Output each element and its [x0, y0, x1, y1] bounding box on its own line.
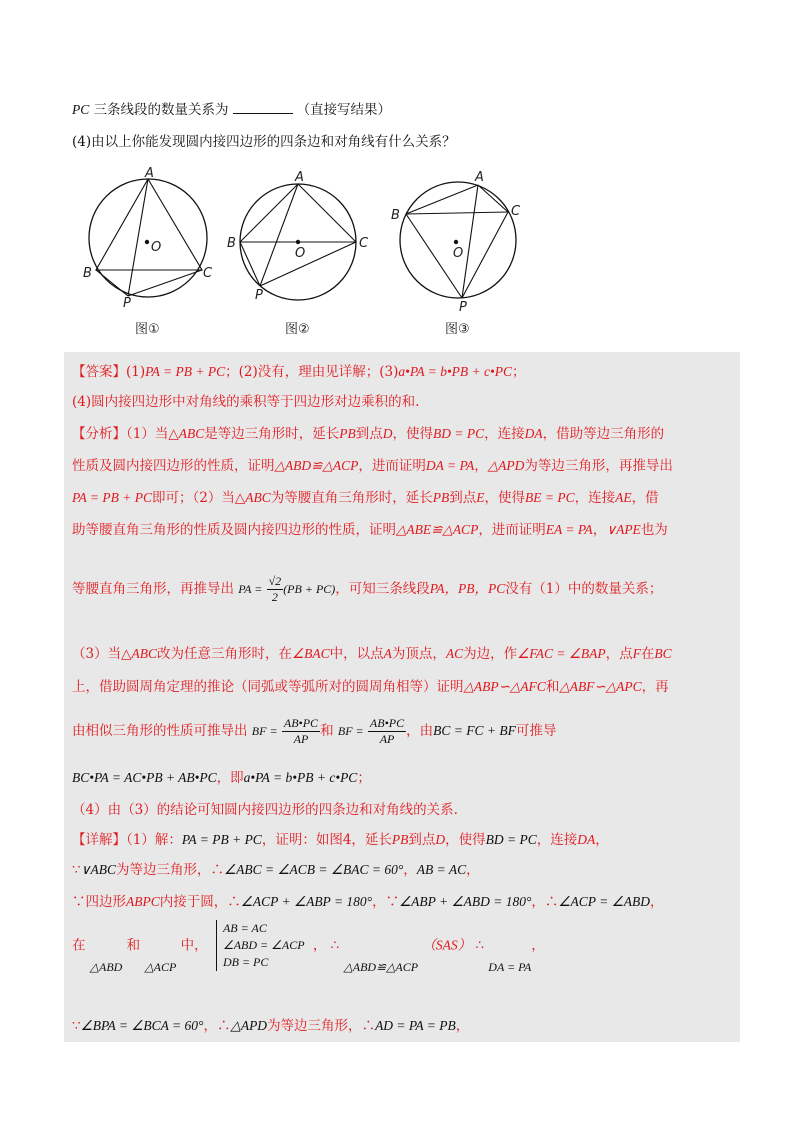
label-a: A	[295, 170, 304, 185]
analysis-text: 没有（1）中的数量关系；	[505, 581, 663, 597]
detail-text: 内接于圆，	[159, 894, 228, 910]
label-b: B	[83, 266, 92, 281]
math-pc: PC	[72, 102, 90, 117]
analysis-text: ，即	[216, 770, 244, 786]
analysis-line-6	[72, 642, 672, 662]
detail-math: ∠ACP = ∠ABD	[558, 894, 650, 909]
label-o: O	[295, 246, 306, 261]
analysis-math: F	[632, 646, 641, 661]
analysis-math: BC	[654, 646, 672, 661]
detail-text: ，证明：如图4，延长	[261, 832, 392, 848]
analysis-text: 改为任意三角形时，在	[156, 646, 292, 662]
detail-math: △ABD	[89, 960, 123, 974]
detail-text: 到点	[408, 832, 436, 848]
detail-text: ，	[455, 1018, 470, 1034]
detail-text: ∴	[475, 937, 484, 954]
fraction-ab-pc-over-ap	[282, 716, 320, 747]
analysis-math: A	[383, 646, 392, 661]
figure-1	[83, 166, 215, 337]
detail-math: △ACP	[144, 960, 177, 974]
analysis-text: ，进而证明	[478, 522, 546, 538]
analysis-text: ，借助等边三角形的	[542, 426, 665, 442]
detail-line-4	[72, 920, 545, 976]
analysis-text: ；	[357, 770, 371, 786]
analysis-text: ，点	[605, 646, 633, 662]
analysis-text: 是等边三角形时，延长	[204, 426, 340, 442]
label-c: C	[359, 236, 369, 251]
answer-math: PA = PB + PC	[145, 364, 226, 379]
analysis-line-2	[72, 454, 673, 474]
analysis-line-10: （4）由（3）的结论可知圆内接四边形的四条边和对角线的关系.	[72, 802, 458, 818]
detail-text: ，	[203, 1018, 217, 1034]
analysis-text: （1）当△	[126, 426, 179, 442]
question-line-1	[72, 98, 391, 118]
analysis-math: △ABP∽△AFC	[463, 679, 546, 694]
detail-text: ，连接	[536, 832, 578, 848]
analysis-text: ，	[592, 522, 607, 538]
analysis-math: △ABF∽△APC	[559, 679, 642, 694]
analysis-math: AC	[445, 646, 464, 661]
figure-1-diagram	[85, 170, 215, 305]
fraction-denominator: AP	[379, 732, 395, 746]
analysis-tag: 【分析】	[72, 426, 126, 442]
fraction-denominator: 2	[271, 590, 278, 604]
analysis-line-9	[72, 766, 371, 786]
analysis-math: DA = PA	[425, 458, 475, 473]
fraction-rhs: (PB + PC)	[283, 582, 336, 596]
analysis-text: 上，借助圆周角定理的推论（同弧或等弧所对的圆周角相等）证明	[72, 679, 464, 695]
analysis-text: 可推导	[515, 723, 557, 739]
figure-3	[391, 170, 525, 337]
analysis-text: 在	[640, 646, 655, 662]
question-tail: （直接写结果）	[296, 102, 392, 118]
analysis-text: 由相似三角形的性质可推导出	[72, 723, 248, 739]
detail-math: PB	[391, 832, 409, 847]
detail-text: ∴	[330, 937, 340, 954]
detail-text: ∴	[216, 1018, 231, 1034]
detail-text: ∴	[210, 862, 224, 878]
label-o: O	[453, 246, 464, 261]
fraction-numerator: AB•PC	[369, 716, 405, 730]
analysis-text: ，进而证明	[358, 458, 426, 474]
analysis-text: 等腰直角三角形，再推导出	[72, 581, 234, 597]
analysis-math: △APD	[487, 458, 525, 473]
detail-text: 在	[72, 937, 86, 954]
detail-math: AD = PA = PB	[375, 1018, 456, 1033]
analysis-math: PA，PB，PC	[429, 581, 506, 596]
analysis-line-5	[72, 574, 662, 605]
analysis-text: 和	[320, 723, 334, 739]
label-p: P	[255, 288, 263, 303]
detail-text: ∴	[544, 894, 559, 910]
analysis-math: D	[382, 426, 393, 441]
analysis-math: ABC	[245, 490, 271, 505]
answer-line-2: (4)圆内接四边形中对角线的乘积等于四边形对边乘积的和.	[72, 394, 420, 410]
figure-3-diagram	[395, 170, 525, 305]
analysis-text: 为等边三角形，再推导出	[524, 458, 673, 474]
analysis-text: ，使得	[392, 426, 433, 442]
detail-math: ∠BPA = ∠BCA = 60°	[80, 1018, 204, 1033]
figure-2	[227, 170, 369, 337]
analysis-math: a•PA = b•PB + c•PC	[243, 770, 358, 785]
detail-math: ∠ACP + ∠ABP = 180°	[240, 894, 373, 909]
fraction-lhs: BF =	[337, 724, 364, 738]
detail-text: ，	[531, 894, 545, 910]
analysis-math: BC = FC + BF	[433, 723, 516, 738]
detail-line-3	[72, 890, 663, 910]
fraction-numerator: √2	[268, 574, 282, 588]
detail-text: ，	[466, 862, 480, 878]
analysis-text: （3）当△	[72, 646, 132, 662]
answer-line-1	[72, 360, 526, 380]
analysis-line-1	[72, 422, 664, 442]
detail-math: ∠ABC = ∠ACB = ∠BAC = 60°	[223, 862, 404, 877]
analysis-text: ，	[474, 458, 488, 474]
detail-line-5	[72, 1014, 469, 1034]
analysis-math: BE = PC	[524, 490, 575, 505]
analysis-line-7	[72, 675, 669, 695]
analysis-text: 为顶点，	[391, 646, 446, 662]
analysis-math: PA = PB + PC	[72, 490, 152, 505]
answer-math: a•PA = b•PB + c•PC	[398, 364, 513, 379]
detail-line-1	[72, 828, 609, 848]
analysis-math: DA	[524, 426, 543, 441]
fraction-denominator: AP	[293, 732, 309, 746]
analysis-text: 性质及圆内接四边形的性质，证明	[72, 458, 275, 474]
analysis-text: 也为	[640, 522, 668, 538]
analysis-math: ∠BAC	[291, 646, 330, 661]
detail-text: ，	[649, 894, 664, 910]
label-c: C	[511, 204, 521, 219]
detail-math: ∨ABC	[80, 862, 116, 877]
detail-text: ，	[372, 894, 386, 910]
detail-math: △APD	[230, 1018, 268, 1033]
detail-text: ，	[312, 937, 327, 954]
label-a: A	[145, 166, 154, 181]
detail-text: （1）解：	[126, 832, 182, 848]
analysis-text: ，由	[406, 723, 434, 739]
detail-math: PA = PB + PC	[181, 832, 262, 847]
figure-2-caption: 图②	[285, 322, 310, 337]
analysis-math: BD = PC	[432, 426, 485, 441]
detail-text: ，	[595, 832, 609, 848]
analysis-math: AE	[615, 490, 632, 505]
fraction-sqrt2-over-2	[267, 574, 284, 605]
answer-text: ；(2)没有，理由见详解；(3)	[225, 364, 399, 380]
analysis-math: BC•PA = AC•PB + AB•PC	[72, 770, 217, 785]
analysis-text: 到点	[449, 490, 477, 506]
analysis-text: ，借	[631, 490, 659, 506]
figure-2-diagram	[235, 170, 365, 305]
fraction-ab-pc-over-ap	[368, 716, 406, 747]
figure-1-caption: 图①	[135, 322, 160, 337]
analysis-math: △ABE≌△ACP	[396, 522, 479, 537]
answer-text: (1)	[126, 364, 146, 380]
fraction-lhs: PA =	[238, 582, 263, 596]
detail-text: 中，	[180, 937, 208, 954]
label-b: B	[227, 236, 236, 251]
fraction-numerator: AB•PC	[283, 716, 319, 730]
system-row: DB = PC	[222, 955, 269, 969]
analysis-text: ，连接	[574, 490, 616, 506]
detail-math: （SAS）	[422, 937, 472, 953]
detail-text: 为等边三角形，	[115, 862, 211, 878]
fraction-lhs: BF =	[251, 724, 278, 738]
system-row: AB = AC	[222, 921, 267, 935]
detail-tag: 【详解】	[72, 832, 126, 848]
analysis-line-4	[72, 518, 668, 538]
detail-math: D	[435, 832, 446, 847]
detail-math: ABPC	[126, 894, 160, 909]
analysis-text: 助等腰直角三角形的性质及圆内接四边形的性质，证明	[72, 522, 396, 538]
detail-text: ∵	[72, 862, 81, 878]
detail-line-2	[72, 858, 480, 878]
detail-math: ∠ABP + ∠ABD = 180°	[399, 894, 532, 909]
equation-system	[216, 920, 305, 971]
analysis-text: 即可；（2）当△	[151, 490, 246, 506]
analysis-math: ABC	[178, 426, 205, 441]
analysis-text: 中，以点	[329, 646, 384, 662]
detail-math: △ABD≌△ACP	[343, 960, 419, 974]
answer-text: ；	[512, 364, 526, 380]
answer-blank	[233, 101, 293, 114]
analysis-text: 到点	[355, 426, 383, 442]
figure-3-caption: 图③	[445, 322, 470, 337]
detail-math: DA = PA	[488, 960, 532, 974]
label-p: P	[123, 296, 131, 311]
detail-math: BD = PC	[485, 832, 537, 847]
analysis-text: ，连接	[484, 426, 525, 442]
analysis-math: PB	[339, 426, 356, 441]
analysis-text: 为边，作	[463, 646, 518, 662]
analysis-math: ∨APE	[606, 522, 641, 537]
analysis-math: PB	[432, 490, 450, 505]
label-b: B	[391, 208, 400, 223]
label-o: O	[151, 240, 162, 255]
analysis-math: △ABD≌△ACP	[274, 458, 359, 473]
detail-text: ∵四边形	[72, 894, 126, 910]
analysis-line-3	[72, 486, 659, 506]
detail-text: ∵	[385, 894, 400, 910]
system-row: ∠ABD = ∠ACP	[222, 938, 305, 952]
detail-text: ，	[403, 862, 417, 878]
analysis-text: 为等腰直角三角形时，延长	[270, 490, 433, 506]
analysis-text: ，可知三条线段	[335, 581, 430, 597]
label-p: P	[459, 300, 467, 315]
detail-text: 和	[126, 937, 141, 954]
analysis-text: ，使得	[484, 490, 525, 506]
detail-text: ，	[531, 937, 545, 954]
analysis-math: EA = PA	[545, 522, 593, 537]
analysis-text: 和	[545, 679, 560, 695]
analysis-math: ABC	[131, 646, 157, 661]
detail-math: AB = AC	[416, 862, 467, 877]
detail-text: 为等边三角形，	[267, 1018, 362, 1034]
detail-text: ∵	[72, 1018, 81, 1034]
answer-tag: 【答案】	[72, 364, 126, 380]
analysis-line-8	[72, 716, 556, 747]
analysis-text: ，再	[641, 679, 669, 695]
analysis-math: E	[476, 490, 485, 505]
question-text: 三条线段的数量关系为	[93, 102, 229, 118]
question-line-2: (4)由以上你能发现圆内接四边形的四条边和对角线有什么关系？	[72, 134, 456, 150]
detail-text: ，使得	[445, 832, 486, 848]
analysis-math: ∠FAC = ∠BAP	[517, 646, 606, 661]
detail-math: DA	[577, 832, 596, 847]
detail-text: ∴	[361, 1018, 376, 1034]
label-a: A	[475, 170, 484, 185]
label-c: C	[203, 266, 213, 281]
detail-text: ∴	[227, 894, 241, 910]
